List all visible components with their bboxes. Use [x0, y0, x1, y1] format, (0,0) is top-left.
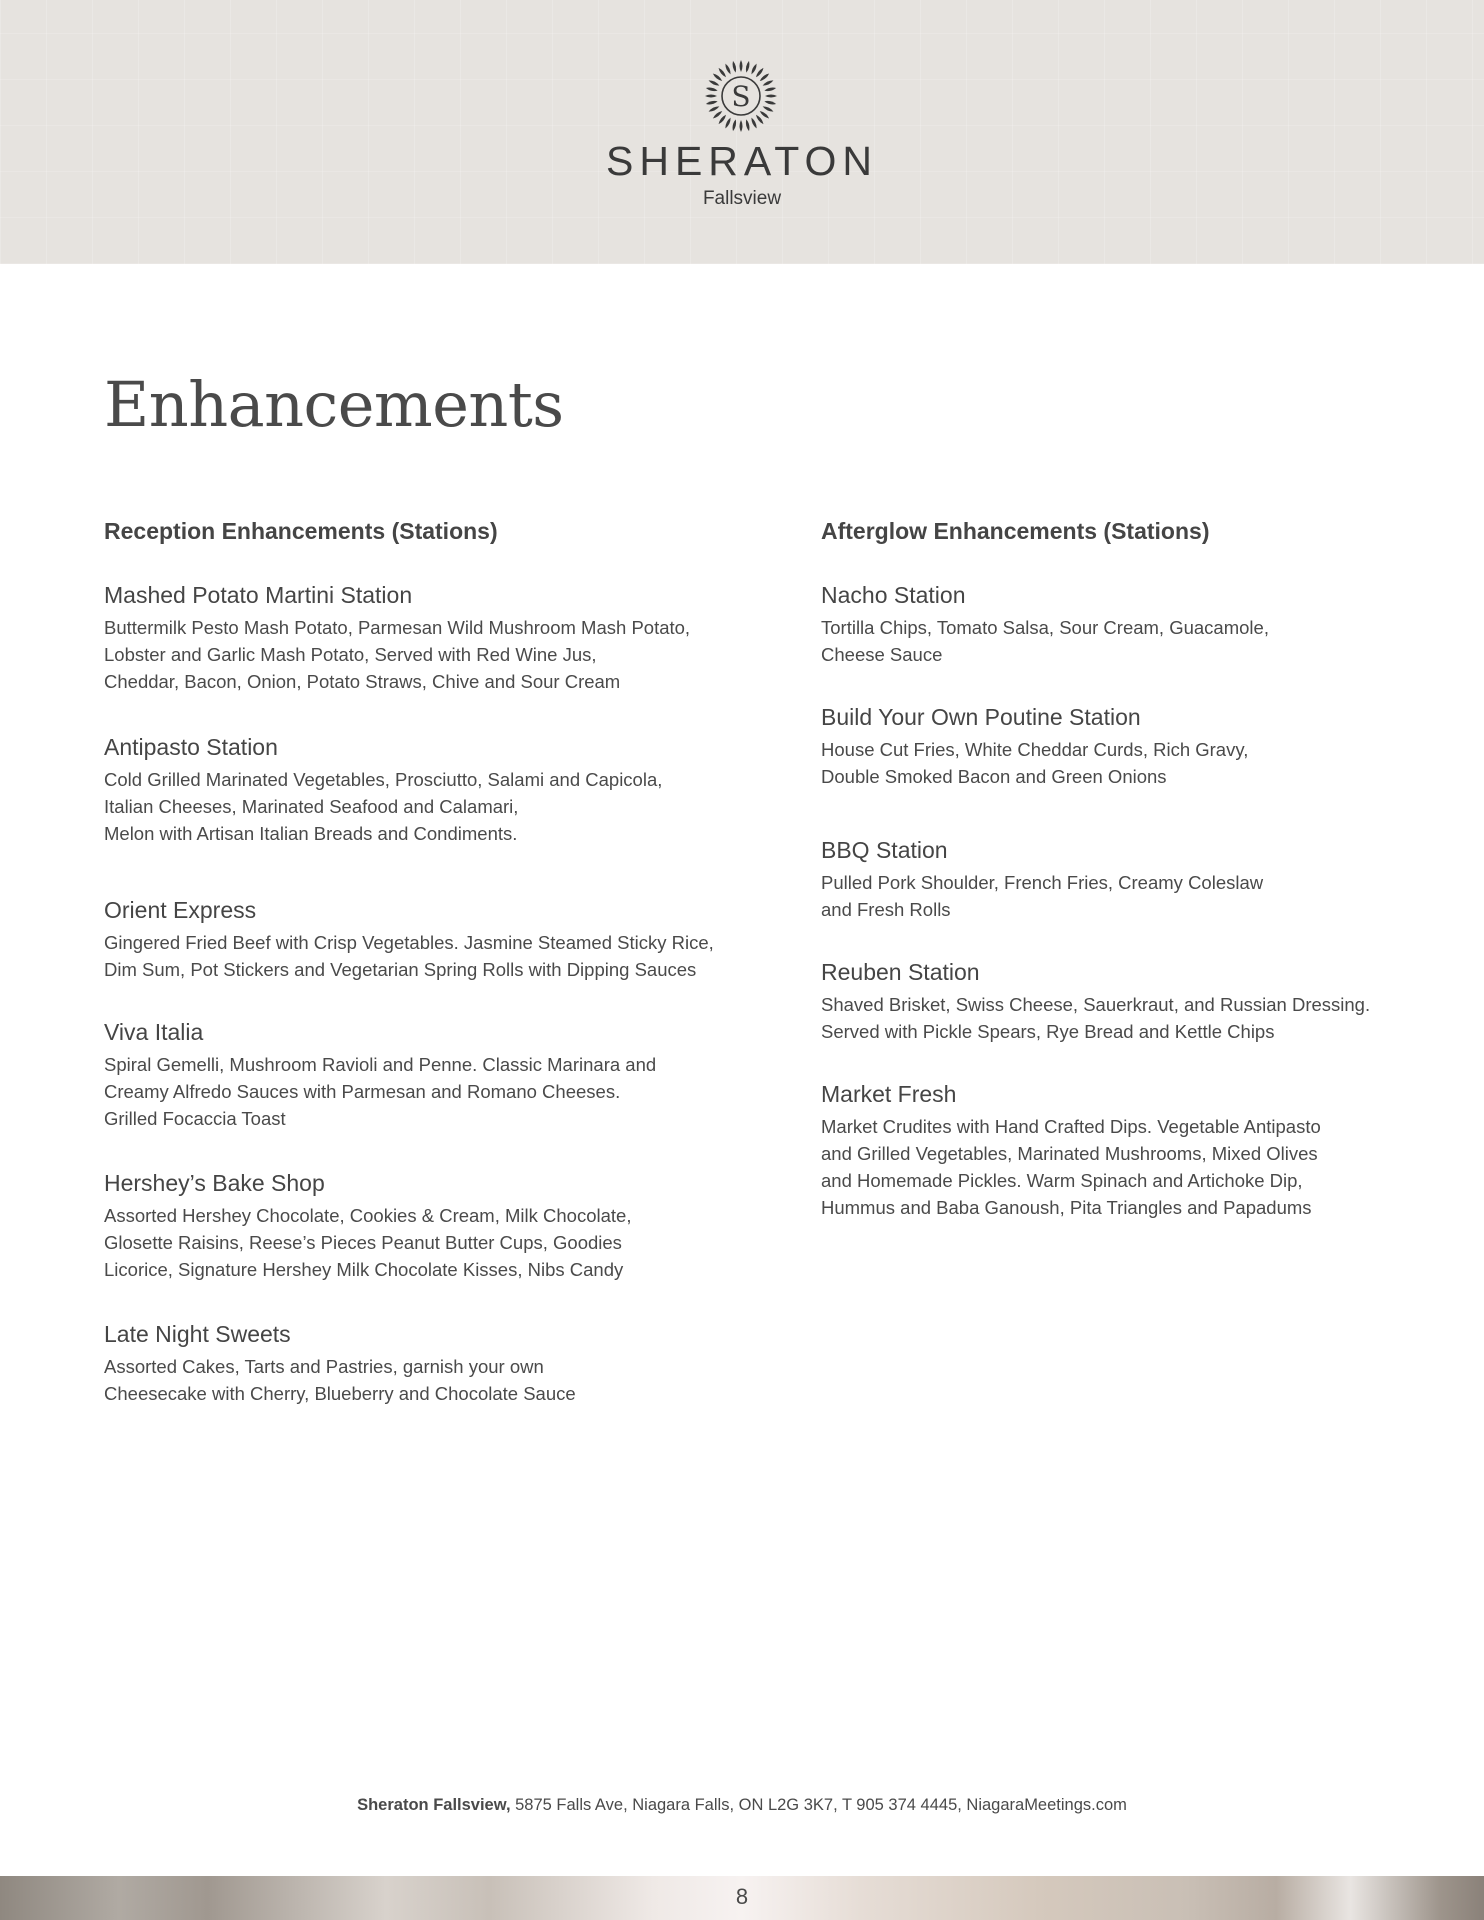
logo-petal [724, 63, 732, 75]
menu-item-description: Shaved Brisket, Swiss Cheese, Sauerkraut, and Russian Dressing. Served with Pickle Spears, Rye Bread and Kettle Chips [821, 994, 1371, 1042]
menu-item-description: Market Crudites with Hand Crafted Dips. Vegetable Antipasto and Grilled Vegetables, Marinated Mushrooms, Mixed Olives and Homemade Pickles. Warm Spinach and Artichoke Dip, Hummus and Baba Ganoush, Pita Triangles and Papadums [821, 1116, 1321, 1218]
menu-item-name: Late Night Sweets [104, 1321, 291, 1347]
menu-item [104, 1168, 764, 1283]
logo-petal [724, 117, 732, 129]
logo-petal [740, 60, 743, 72]
reception-heading: Reception Enhancements (Stations) [104, 518, 498, 544]
logo-petal [732, 61, 738, 73]
menu-item [821, 702, 1421, 790]
menu-item-description: Buttermilk Pesto Mash Potato, Parmesan Wild Mushroom Mash Potato, Lobster and Garlic Mash Potato, Served with Red Wine Jus, Cheddar, Bacon, Onion, Potato Straws, Chive and Sour Cream [104, 617, 691, 692]
menu-item-description: Cold Grilled Marinated Vegetables, Prosciutto, Salami and Capicola, Italian Cheeses, Marinated Seafood and Calamari, Melon with Artisan Italian Breads and Condiments. [104, 769, 663, 844]
logo-petal [745, 61, 751, 73]
logo-petal [706, 87, 718, 93]
sheraton-s-laurel-icon [703, 58, 779, 134]
menu-item-name: Nacho Station [821, 582, 966, 608]
menu-item [104, 1017, 764, 1132]
logo-petal [764, 100, 776, 106]
logo-petal [764, 87, 776, 93]
page-number: 8 [735, 1884, 749, 1909]
menu-item-description: House Cut Fries, White Cheddar Curds, Rich Gravy, Double Smoked Bacon and Green Onions [821, 739, 1249, 787]
menu-item-name: Mashed Potato Martini Station [104, 582, 413, 608]
menu-item-description: Assorted Cakes, Tarts and Pastries, garnish your own Cheesecake with Cherry, Blueberry and Chocolate Sauce [104, 1356, 576, 1404]
menu-item-description: Tortilla Chips, Tomato Salsa, Sour Cream, Guacamole, Cheese Sauce [821, 617, 1269, 665]
menu-item [104, 895, 764, 983]
logo-petal [762, 79, 774, 87]
reception-column [104, 516, 764, 1407]
logo-petal [708, 79, 720, 87]
menu-item-name: Orient Express [104, 897, 257, 923]
menu-item-description: Assorted Hershey Chocolate, Cookies & Cream, Milk Chocolate, Glosette Raisins, Reese’s Pieces Peanut Butter Cups, Goodies Licorice, Signature Hershey Milk Chocolate Kisses, Nibs Candy [104, 1205, 632, 1280]
menu-item-name: Viva Italia [104, 1019, 204, 1045]
brand-name: SHERATON [605, 138, 879, 184]
logo-letter: S [731, 80, 751, 113]
menu-item [821, 1079, 1421, 1221]
menu-item [104, 1319, 764, 1407]
logo-petal [732, 119, 738, 131]
menu-item-name: Antipasto Station [104, 734, 278, 760]
afterglow-heading: Afterglow Enhancements (Stations) [821, 518, 1210, 544]
logo-petal [740, 120, 743, 132]
logo-petal [706, 100, 718, 106]
logo-petal [705, 95, 717, 98]
footer-address [0, 1796, 1484, 1815]
menu-item [821, 957, 1421, 1045]
menu-item-description: Pulled Pork Shoulder, French Fries, Creamy Coleslaw and Fresh Rolls [821, 872, 1264, 920]
brand-location: Fallsview [702, 188, 782, 209]
menu-item-name: Build Your Own Poutine Station [821, 704, 1141, 730]
menu-item-description: Spiral Gemelli, Mushroom Ravioli and Penne. Classic Marinara and Creamy Alfredo Sauces with Parmesan and Romano Cheeses. Grilled Focaccia Toast [104, 1054, 657, 1129]
afterglow-column [821, 516, 1421, 1221]
footer-hotel-name: Sheraton Fallsview, [357, 1796, 511, 1814]
menu-item-name: Hershey’s Bake Shop [104, 1170, 325, 1196]
logo-petal [762, 105, 774, 113]
footer-contact: 5875 Falls Ave, Niagara Falls, ON L2G 3K7, T 905 374 4445, NiagaraMeetings.com [510, 1796, 1127, 1814]
menu-item-name: BBQ Station [821, 837, 948, 863]
menu-item [821, 580, 1421, 668]
logo-petal [750, 63, 758, 75]
header-banner [0, 0, 1484, 264]
logo-petal [745, 119, 751, 131]
logo-petal [765, 95, 777, 98]
menu-item-name: Reuben Station [821, 959, 980, 985]
menu-item-name: Market Fresh [821, 1081, 957, 1107]
menu-item [104, 580, 764, 695]
menu-item-description: Gingered Fried Beef with Crisp Vegetables. Jasmine Steamed Sticky Rice, Dim Sum, Pot Stickers and Vegetarian Spring Rolls with Dipping Sauces [104, 932, 714, 980]
logo-petal [750, 117, 758, 129]
page-title: Enhancements [104, 368, 564, 441]
menu-item [821, 835, 1421, 923]
logo-petal [708, 105, 720, 113]
menu-item [104, 732, 764, 847]
